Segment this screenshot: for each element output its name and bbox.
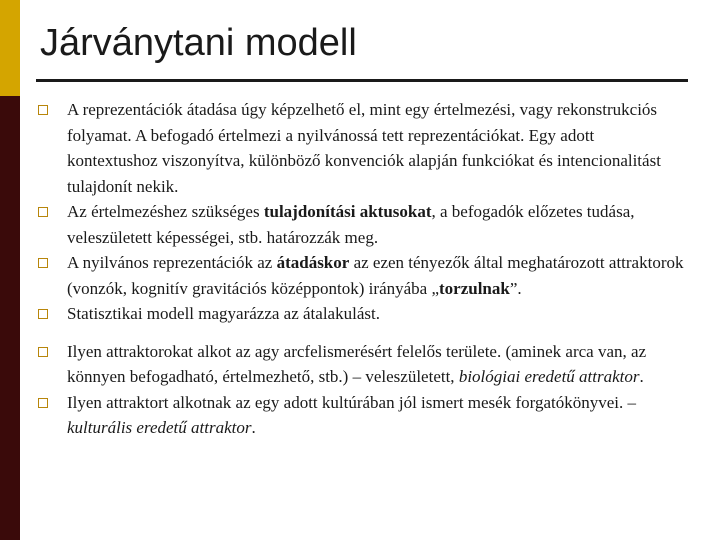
bullet-text: Ilyen attraktorokat alkot az agy arcfelismerésért felelős területe. (aminek arca van, az könnyen befogadható, értelmezhető, stb.) – veleszületett, — [67, 341, 647, 386]
bullet-text: Ilyen attraktort alkotnak az egy adott kultúrában jól ismert mesék forgatókönyvei. – — [67, 392, 637, 412]
slide-title: Járványtani modell — [40, 22, 357, 64]
bullet-square-icon — [38, 258, 48, 268]
bullet-item — [38, 250, 688, 301]
bullet-square-icon — [38, 347, 48, 357]
bullet-item — [38, 301, 688, 327]
accent-bar-dark — [0, 96, 20, 540]
title-underline — [36, 79, 688, 82]
bullet-text: Statisztikai modell magyarázza az átalakulást. — [67, 304, 380, 323]
bullet-item — [38, 390, 688, 441]
bullet-text: . — [639, 367, 644, 386]
bullet-text: A nyilvános reprezentációk az — [67, 253, 277, 272]
bullet-text: az ezen tényezők által meghatározott attraktorok (vonzók, kognitív gravitációs középpontok) irányába „ — [67, 253, 684, 298]
bullet-square-icon — [38, 398, 48, 408]
bullet-text: , a befogadók előzetes tudása, veleszületett képességei, stb. határozzák meg. — [67, 202, 635, 247]
bold-term: tulajdonítási aktusokat — [263, 202, 432, 221]
bullet-item — [38, 97, 688, 199]
bullet-text: Az értelmezéshez szükséges — [67, 202, 264, 221]
bullet-text: ”. — [509, 278, 522, 298]
bold-term: átadáskor — [276, 253, 350, 272]
italic-term: biológiai eredetű attraktor — [458, 367, 640, 386]
bullet-square-icon — [38, 105, 48, 115]
bullet-square-icon — [38, 207, 48, 217]
bullet-text: A reprezentációk átadása úgy képzelhető el, mint egy értelmezési, vagy rekonstrukciós folyamat. A befogadó értelmezi a nyilvánossá tett reprezentációkat. Egy adott kontextushoz viszonyítva, különböző konvenciók alapján funkciókat és intencionalitást tulajdonít nekik. — [67, 100, 661, 196]
accent-bar-gold — [0, 0, 20, 96]
bullet-list — [38, 97, 688, 441]
bullet-text: . — [251, 418, 256, 437]
bullet-square-icon — [38, 309, 48, 319]
bold-term: torzulnak — [439, 278, 510, 298]
bullet-item — [38, 199, 688, 250]
bullet-item — [38, 339, 688, 390]
italic-term: kulturális eredetű attraktor — [67, 418, 252, 437]
